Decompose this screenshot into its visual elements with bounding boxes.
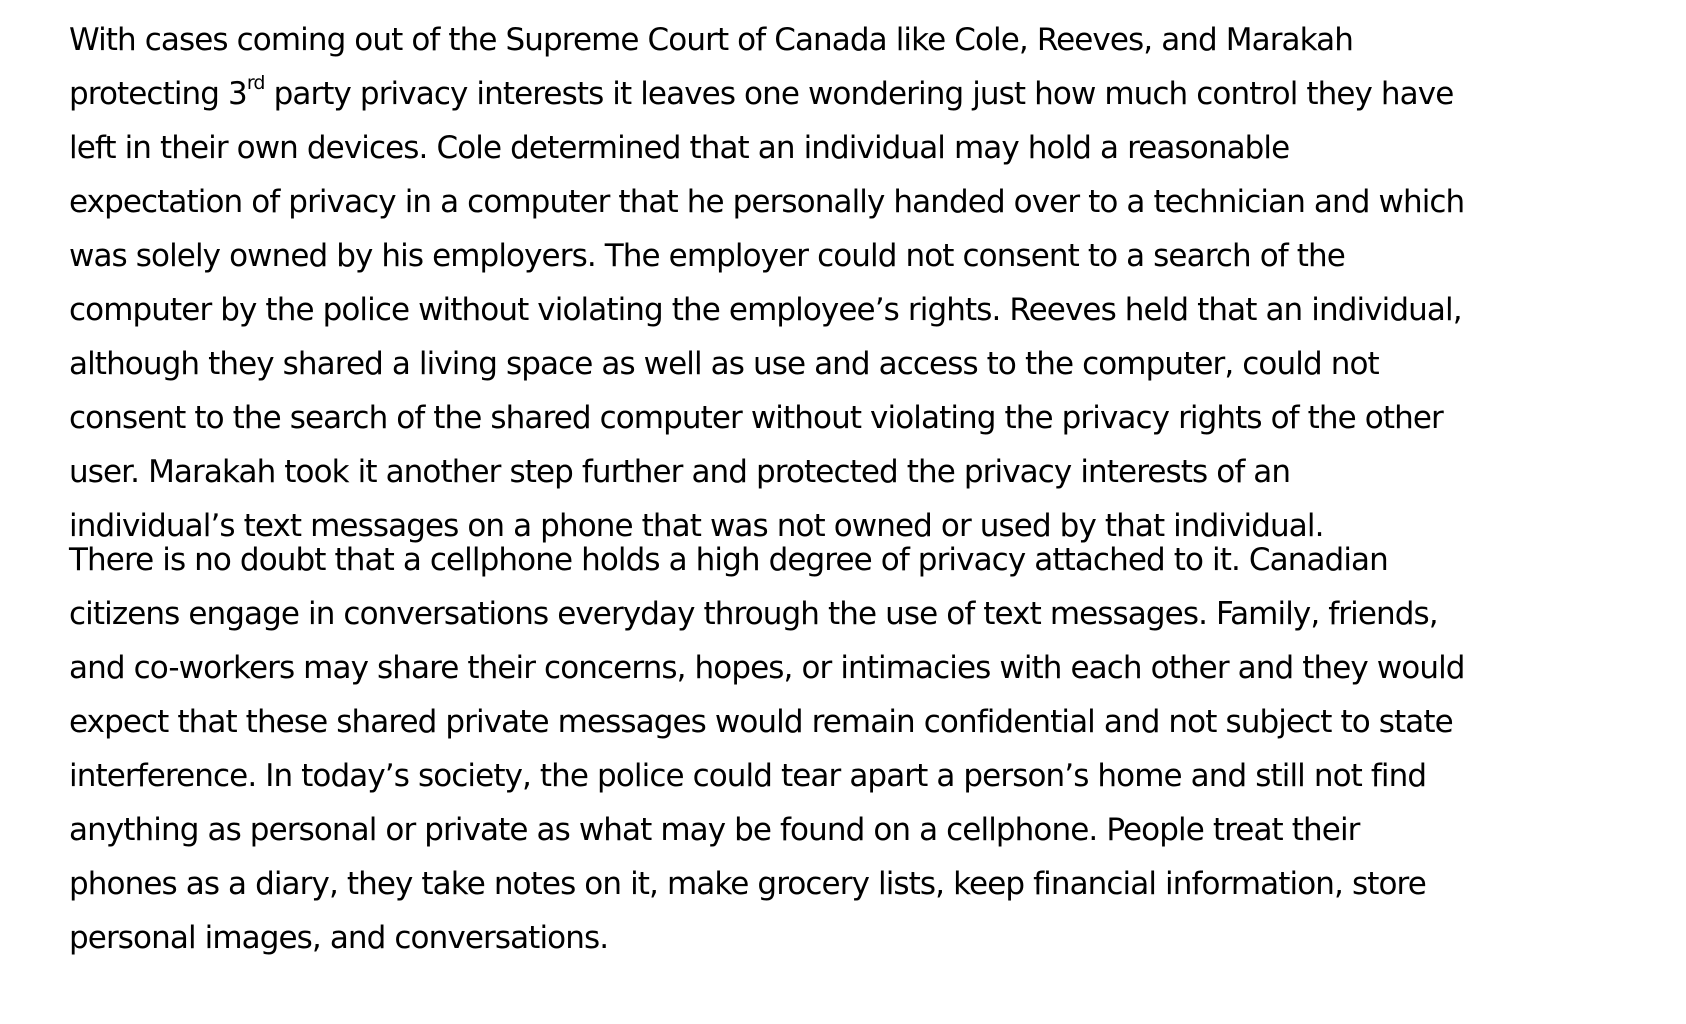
text-segment: expectation of privacy in a computer that he personally handed over to a technician and which — [69, 184, 1465, 220]
text-segment: and co-workers may share their concerns, hopes, or intimacies with each other and they would — [69, 650, 1465, 686]
text-segment: phones as a diary, they take notes on it, make grocery lists, keep financial information, store — [69, 866, 1426, 902]
text-segment: interference. In today’s society, the police could tear apart a person’s home and still not find — [69, 758, 1427, 794]
text-line — [69, 756, 1426, 796]
text-line — [69, 864, 1426, 904]
text-line — [69, 702, 1453, 742]
text-segment: was solely owned by his employers. The employer could not consent to a search of the — [69, 238, 1345, 274]
text-line — [69, 236, 1345, 276]
text-line — [69, 810, 1360, 850]
text-line — [69, 182, 1464, 222]
text-line — [69, 20, 1353, 60]
text-line — [69, 648, 1465, 688]
superscript: rd — [246, 72, 265, 94]
text-line — [69, 128, 1289, 168]
text-line — [69, 594, 1438, 634]
text-line — [69, 74, 1453, 114]
text-segment: expect that these shared private messages would remain confidential and not subject to state — [69, 704, 1453, 740]
text-segment: computer by the police without violating the employee’s rights. Reeves held that an individual, — [69, 292, 1462, 328]
text-segment: personal images, and conversations. — [69, 920, 609, 956]
text-segment: With cases coming out of the Supreme Court of Canada like Cole, Reeves, and Marakah — [69, 22, 1354, 58]
text-segment: consent to the search of the shared computer without violating the privacy rights of the other — [69, 400, 1443, 436]
text-line — [69, 540, 1388, 580]
text-segment: although they shared a living space as well as use and access to the computer, could not — [69, 346, 1379, 382]
text-segment: party privacy interests it leaves one wondering just how much control they have — [264, 76, 1454, 112]
text-segment: protecting 3 — [69, 76, 247, 112]
text-line — [69, 452, 1290, 492]
text-segment: individual’s text messages on a phone that was not owned or used by that individual. — [69, 508, 1324, 544]
text-line — [69, 344, 1379, 384]
text-line — [69, 290, 1462, 330]
text-segment: user. Marakah took it another step further and protected the privacy interests of an — [69, 454, 1291, 490]
text-segment: left in their own devices. Cole determined that an individual may hold a reasonable — [69, 130, 1290, 166]
text-segment: anything as personal or private as what may be found on a cellphone. People treat their — [69, 812, 1360, 848]
text-segment: citizens engage in conversations everyday through the use of text messages. Family, friends, — [69, 596, 1438, 632]
text-line — [69, 398, 1443, 438]
text-segment: There is no doubt that a cellphone holds a high degree of privacy attached to it. Canadian — [69, 542, 1388, 578]
text-line — [69, 918, 608, 958]
